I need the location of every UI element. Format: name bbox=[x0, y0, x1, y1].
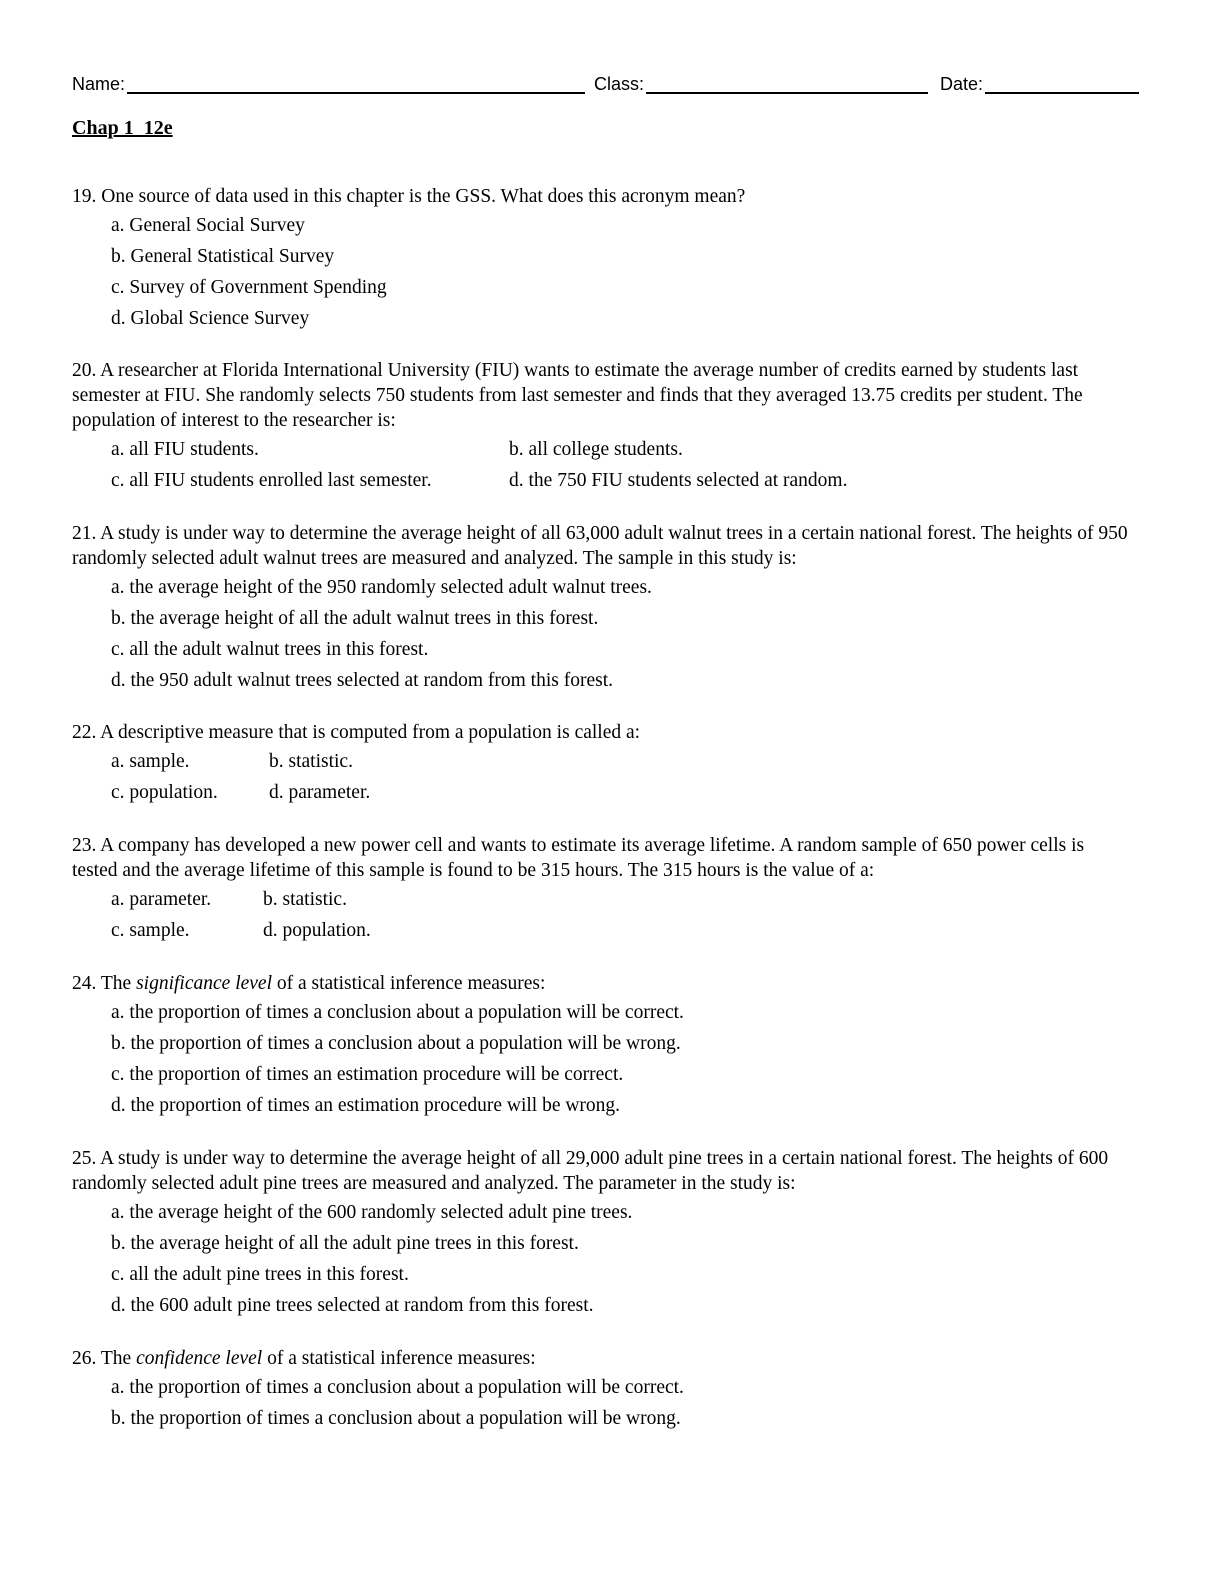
option-a: a. all FIU students. bbox=[111, 439, 259, 460]
option-b: b. the average height of all the adult walnut trees in this forest. bbox=[111, 608, 599, 629]
class-field[interactable] bbox=[594, 74, 928, 94]
name-label: Name: bbox=[72, 74, 126, 94]
stem-emphasis: significance level bbox=[136, 973, 272, 994]
question-23 bbox=[72, 833, 1132, 946]
option-b: b. all college students. bbox=[509, 439, 683, 460]
option-row bbox=[111, 915, 1132, 946]
class-label: Class: bbox=[594, 74, 645, 94]
question-20 bbox=[72, 358, 1132, 496]
question-19 bbox=[72, 184, 1132, 334]
option-b: b. statistic. bbox=[263, 889, 347, 910]
date-field[interactable] bbox=[940, 74, 1139, 94]
class-line[interactable] bbox=[646, 74, 928, 94]
question-24 bbox=[72, 971, 1132, 1121]
option-a: a. General Social Survey bbox=[111, 215, 305, 236]
option-row bbox=[111, 746, 1132, 777]
stem-text: 26. The bbox=[72, 1348, 137, 1369]
option-b: b. the average height of all the adult pine trees in this forest. bbox=[111, 1233, 579, 1254]
question-26 bbox=[72, 1346, 1132, 1434]
option-d: d. parameter. bbox=[269, 782, 371, 803]
option-d: d. the 950 adult walnut trees selected at random from this forest. bbox=[111, 670, 613, 691]
question-stem: 21. A study is under way to determine the average height of all 63,000 adult walnut trees in a certain national forest. The heights of 950 randomly selected adult walnut trees are measured and analyzed. The sample in this study is: bbox=[72, 523, 1128, 569]
stem-text: 24. The bbox=[72, 973, 137, 994]
option-d: d. the proportion of times an estimation procedure will be wrong. bbox=[111, 1095, 621, 1116]
option-c: c. all the adult walnut trees in this forest. bbox=[111, 639, 429, 660]
option-c: c. the proportion of times an estimation procedure will be correct. bbox=[111, 1064, 624, 1085]
option-a: a. the average height of the 950 randomly selected adult walnut trees. bbox=[111, 577, 652, 598]
question-stem: 23. A company has developed a new power cell and wants to estimate its average lifetime. A random sample of 650 power cells is tested and the average lifetime of this sample is found to be 315 hours. The 315 hours is the value of a: bbox=[72, 835, 1085, 881]
date-line[interactable] bbox=[985, 74, 1139, 94]
option-c: c. population. bbox=[111, 782, 218, 803]
option-row bbox=[111, 884, 1132, 915]
date-label: Date: bbox=[940, 74, 984, 94]
question-stem: 20. A researcher at Florida International University (FIU) wants to estimate the average number of credits earned by students last semester at FIU. She randomly selects 750 students from last semester and finds that they averaged 13.75 credits per student. The population of interest to the researcher is: bbox=[72, 360, 1083, 431]
option-a: a. sample. bbox=[111, 751, 190, 772]
option-d: d. the 600 adult pine trees selected at random from this forest. bbox=[111, 1295, 594, 1316]
option-b: b. statistic. bbox=[269, 751, 353, 772]
option-b: b. the proportion of times a conclusion about a population will be wrong. bbox=[111, 1033, 681, 1054]
question-25 bbox=[72, 1146, 1132, 1321]
stem-text: of a statistical inference measures: bbox=[272, 973, 546, 994]
option-row bbox=[111, 777, 1132, 808]
option-d: d. Global Science Survey bbox=[111, 308, 310, 329]
question-stem bbox=[72, 1346, 1132, 1371]
header-fields bbox=[72, 74, 1142, 98]
name-line[interactable] bbox=[127, 74, 585, 94]
question-stem: 19. One source of data used in this chapter is the GSS. What does this acronym mean? bbox=[72, 186, 746, 207]
option-c: c. all FIU students enrolled last semester. bbox=[111, 470, 432, 491]
page-title: Chap 1_12e bbox=[72, 117, 173, 139]
question-stem: 22. A descriptive measure that is computed from a population is called a: bbox=[72, 722, 641, 743]
option-row bbox=[111, 434, 1132, 465]
option-row bbox=[111, 465, 1132, 496]
option-a: a. the proportion of times a conclusion about a population will be correct. bbox=[111, 1002, 684, 1023]
option-b: b. the proportion of times a conclusion about a population will be wrong. bbox=[111, 1408, 681, 1429]
stem-emphasis: confidence level bbox=[136, 1348, 263, 1369]
option-a: a. the average height of the 600 randomly selected adult pine trees. bbox=[111, 1202, 633, 1223]
question-stem: 25. A study is under way to determine the average height of all 29,000 adult pine trees in a certain national forest. The heights of 600 randomly selected adult pine trees are measured and analyzed. The parameter in the study is: bbox=[72, 1148, 1109, 1194]
question-22 bbox=[72, 720, 1132, 808]
option-a: a. parameter. bbox=[111, 889, 212, 910]
option-d: d. the 750 FIU students selected at random. bbox=[509, 470, 848, 491]
stem-text: of a statistical inference measures: bbox=[262, 1348, 536, 1369]
option-c: c. all the adult pine trees in this forest. bbox=[111, 1264, 409, 1285]
question-stem bbox=[72, 971, 1132, 996]
option-b: b. General Statistical Survey bbox=[111, 246, 335, 267]
option-d: d. population. bbox=[263, 920, 371, 941]
option-c: c. sample. bbox=[111, 920, 190, 941]
option-c: c. Survey of Government Spending bbox=[111, 277, 387, 298]
option-a: a. the proportion of times a conclusion about a population will be correct. bbox=[111, 1377, 684, 1398]
name-field[interactable] bbox=[72, 74, 585, 94]
question-21 bbox=[72, 521, 1132, 696]
